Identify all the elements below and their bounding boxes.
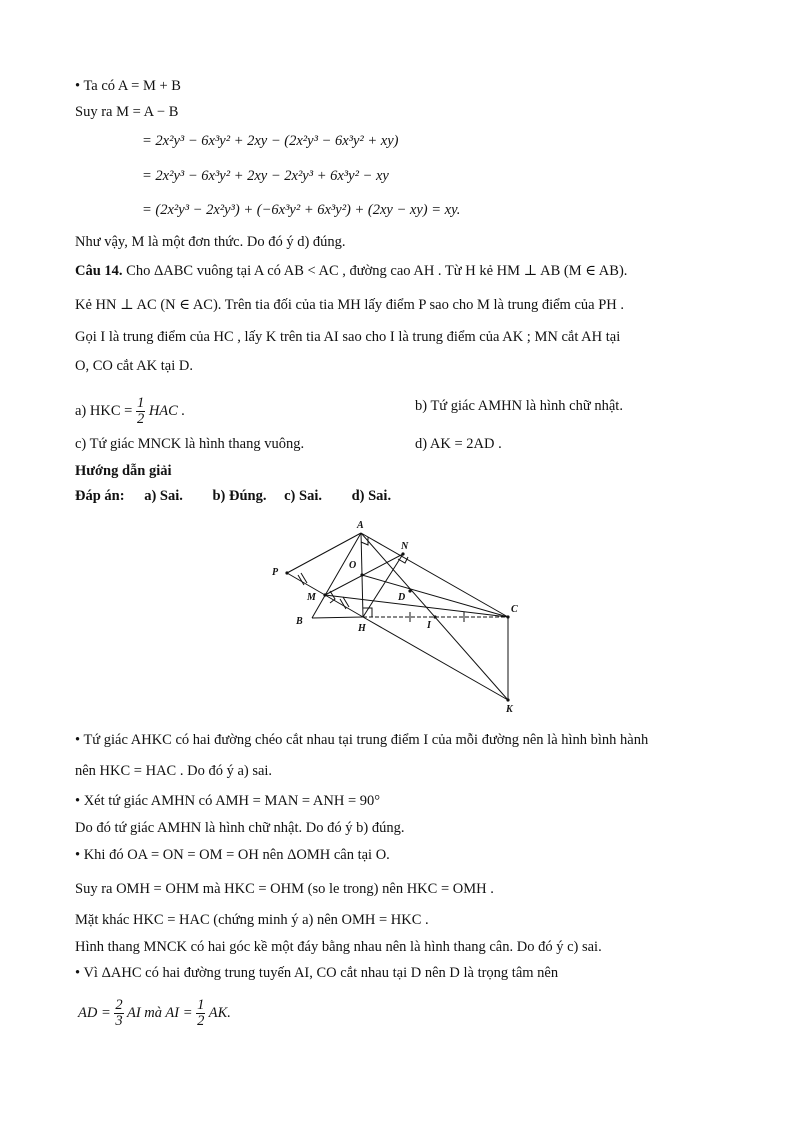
equation-line: = (2x²y³ − 2x²y³) + (−6x³y² + 6x³y²) + (2xy − xy) = xy. xyxy=(142,202,461,218)
label-A: A xyxy=(357,520,364,531)
reasoning-line: AD = $\frac{2}{3}$ AI mà AI = $\frac{1}{2}$ AK. xyxy=(78,997,231,1029)
question-text: Cho ΔABC vuông tại A có AB < AC , đường cao AH . Từ H kẻ HM ⊥ AB (M ∈ AB). xyxy=(122,263,628,279)
answer-a: a) Sai. xyxy=(144,488,183,504)
fraction: $\frac{1}{2}$ xyxy=(197,997,205,1029)
reasoning-line: Hình thang MNCK có hai góc kề một đáy bằng nhau nên là hình thang cân. Do đó ý c) sai. xyxy=(75,939,602,955)
label-O: O xyxy=(349,560,357,571)
reasoning-line: nên HKC = HAC . Do đó ý a) sai. xyxy=(75,763,273,779)
label-H: H xyxy=(358,623,366,634)
reasoning-line: Mặt khác HKC = HAC (chứng minh ý a) nên OMH = HKC . xyxy=(75,912,429,928)
equation-line: = 2x²y³ − 6x³y² + 2xy − 2x²y³ + 6x³y² − xy xyxy=(142,168,389,184)
label-B: B xyxy=(296,616,303,627)
equation-line: = 2x²y³ − 6x³y² + 2xy − (2x²y³ − 6x³y² + xy) xyxy=(142,133,399,149)
label-C: C xyxy=(511,604,518,615)
geometry-figure xyxy=(260,515,540,720)
label-I: I xyxy=(427,620,431,631)
answer-d: d) Sai. xyxy=(351,488,392,504)
text-line: • Ta có A = M + B xyxy=(75,78,181,94)
text-line: Như vậy, M là một đơn thức. Do đó ý d) đúng. xyxy=(75,234,346,250)
fraction: $\frac{1}{2}$ xyxy=(136,395,145,427)
question-label: Câu 14. xyxy=(75,263,123,279)
solution-heading: Hướng dẫn giải xyxy=(75,463,172,479)
fraction: $\frac{2}{3}$ xyxy=(115,997,123,1029)
question-line: Gọi I là trung điểm của HC , lấy K trên tia AI sao cho I là trung điểm của AK ; MN cắt AH tại xyxy=(75,329,621,345)
reasoning-line: • Khi đó OA = ON = OM = OH nên ΔOMH cân tại O. xyxy=(75,847,390,863)
label-K: K xyxy=(506,704,513,715)
answer-line xyxy=(75,486,391,506)
reasoning-line: Suy ra OMH = OHM mà HKC = OHM (so le trong) nên HKC = OMH . xyxy=(75,881,494,897)
reasoning-line: • Xét tứ giác AMHN có AMH = MAN = ANH = 90° xyxy=(75,793,381,809)
reasoning-line: • Tứ giác AHKC có hai đường chéo cắt nhau tại trung điểm I của mỗi đường nên là hình bình hành xyxy=(75,732,649,748)
reasoning-line: • Vì ΔAHC có hai đường trung tuyến AI, CO cắt nhau tại D nên D là trọng tâm nên xyxy=(75,965,559,981)
label-M: M xyxy=(307,592,316,603)
question-line: Kẻ HN ⊥ AC (N ∈ AC). Trên tia đối của tia MH lấy điểm P sao cho M là trung điểm của PH . xyxy=(75,297,624,313)
option-d: d) AK = 2AD . xyxy=(415,436,502,452)
label-D: D xyxy=(398,592,406,603)
answer-c: c) Sai. xyxy=(284,488,322,504)
answer-label: Đáp án: xyxy=(75,488,125,504)
reasoning-line: Do đó tứ giác AMHN là hình chữ nhật. Do đó ý b) đúng. xyxy=(75,820,405,836)
question-line xyxy=(75,261,627,281)
label-N: N xyxy=(401,541,409,552)
answer-b: b) Đúng. xyxy=(212,488,267,504)
question-line: O, CO cắt AK tại D. xyxy=(75,358,193,374)
label-P: P xyxy=(272,567,279,578)
option-a: a) HKC = $\frac{1}{2}$ HAC . xyxy=(75,395,186,427)
option-c: c) Tứ giác MNCK là hình thang vuông. xyxy=(75,436,305,452)
text-line: Suy ra M = A − B xyxy=(75,104,179,120)
option-b: b) Tứ giác AMHN là hình chữ nhật. xyxy=(415,398,623,414)
